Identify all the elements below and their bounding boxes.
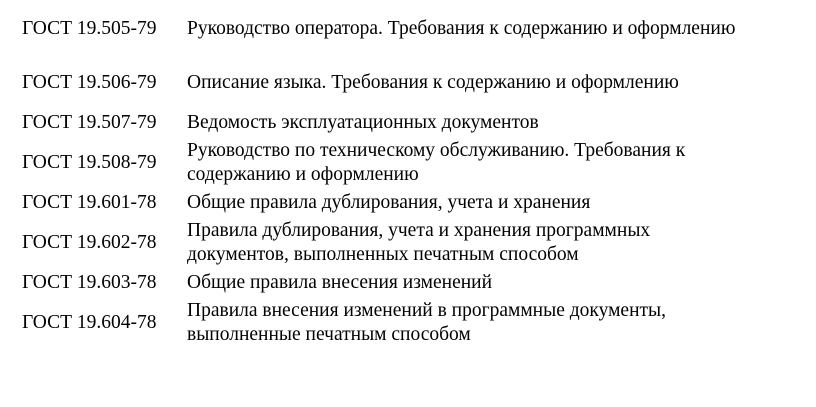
standard-title: Правила дублирования, учета и хранения программных документов, выполненных печатным способом (187, 220, 651, 265)
table-row (22, 270, 747, 296)
standard-title: Ведомость эксплуатационных документов (187, 112, 539, 133)
table-row (22, 190, 747, 216)
table-row (22, 296, 747, 350)
standard-code: ГОСТ 19.601-78 (22, 192, 157, 213)
standards-table (22, 2, 747, 350)
standard-code: ГОСТ 19.604-78 (22, 312, 157, 333)
standard-code: ГОСТ 19.505-79 (22, 18, 157, 39)
standard-code: ГОСТ 19.602-78 (22, 232, 157, 253)
table-row (22, 2, 747, 56)
table-row (22, 110, 747, 136)
table-row (22, 136, 747, 190)
table-row (22, 216, 747, 270)
standard-code: ГОСТ 19.507-79 (22, 112, 157, 133)
standard-title: Общие правила дублирования, учета и хранения (187, 192, 591, 213)
table-row (22, 56, 747, 110)
standard-title: Описание языка. Требования к содержанию и оформлению (187, 72, 679, 93)
standard-title: Руководство оператора. Требования к содержанию и оформлению (187, 18, 736, 39)
standard-code: ГОСТ 19.603-78 (22, 272, 157, 293)
standard-code: ГОСТ 19.506-79 (22, 72, 157, 93)
standard-title: Руководство по техническому обслуживанию. Требования к содержанию и оформлению (187, 140, 686, 185)
standard-title: Правила внесения изменений в программные документы, выполненные печатным способом (187, 300, 667, 345)
standard-title: Общие правила внесения изменений (187, 272, 493, 293)
standard-code: ГОСТ 19.508-79 (22, 152, 157, 173)
